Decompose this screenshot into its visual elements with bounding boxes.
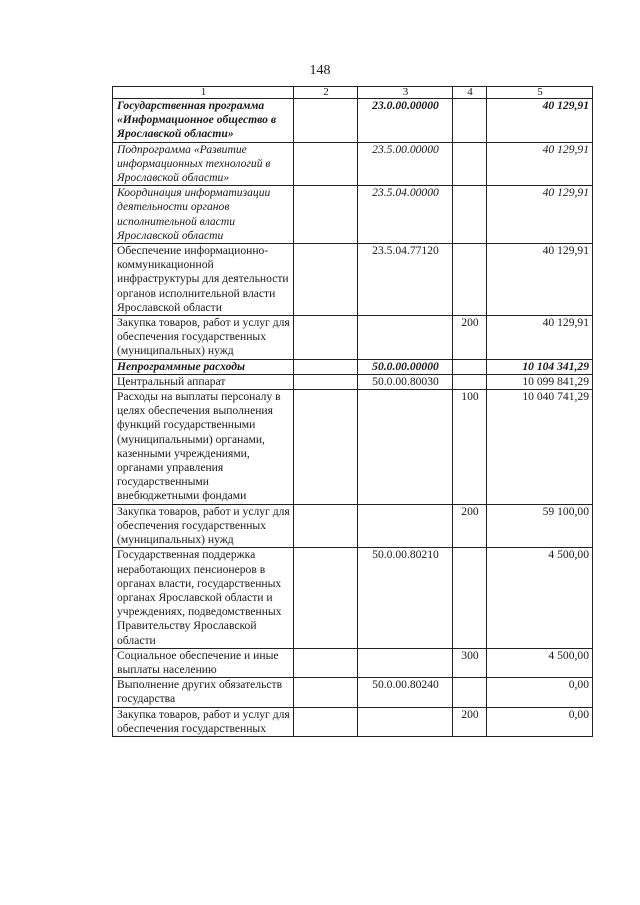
table-row <box>113 244 593 316</box>
row-amount-cell: 10 040 741,29 <box>487 390 593 505</box>
row-code-cell: 50.0.00.80210 <box>358 548 453 648</box>
row-code-cell <box>358 316 453 360</box>
header-cell-1: 1 <box>113 87 294 99</box>
header-cell-3: 3 <box>358 87 453 99</box>
table-row <box>113 548 593 648</box>
row-type-cell <box>453 374 487 389</box>
row-amount-cell: 0,00 <box>487 707 593 736</box>
row-col2-cell <box>294 707 358 736</box>
row-type-cell <box>453 99 487 143</box>
row-amount-cell: 4 500,00 <box>487 548 593 648</box>
row-code-cell <box>358 648 453 677</box>
row-code-cell: 23.5.00.00000 <box>358 142 453 186</box>
row-name-cell: Подпрограмма «Развитие информационных технологий в Ярославской области» <box>113 142 294 186</box>
row-type-cell <box>453 186 487 244</box>
row-name-cell: Выполнение других обязательств государства <box>113 678 294 707</box>
row-amount-cell: 40 129,91 <box>487 244 593 316</box>
row-amount-cell: 40 129,91 <box>487 186 593 244</box>
row-type-cell: 100 <box>453 390 487 505</box>
row-col2-cell <box>294 504 358 548</box>
row-amount-cell: 59 100,00 <box>487 504 593 548</box>
table-row <box>113 648 593 677</box>
header-cell-5: 5 <box>487 87 593 99</box>
row-name-cell: Координация информатизации деятельности органов исполнительной власти Ярославской области <box>113 186 294 244</box>
row-code-cell <box>358 504 453 548</box>
page-number: 148 <box>309 63 331 78</box>
row-name-cell: Закупка товаров, работ и услуг для обеспечения государственных (муниципальных) нужд <box>113 316 294 360</box>
header-cell-2: 2 <box>294 87 358 99</box>
row-type-cell <box>453 359 487 374</box>
row-code-cell: 23.0.00.00000 <box>358 99 453 143</box>
row-amount-cell: 40 129,91 <box>487 142 593 186</box>
table-row <box>113 186 593 244</box>
row-col2-cell <box>294 186 358 244</box>
row-type-cell <box>453 244 487 316</box>
row-name-cell: Центральный аппарат <box>113 374 294 389</box>
table-row <box>113 390 593 505</box>
table-row <box>113 99 593 143</box>
row-code-cell: 50.0.00.80240 <box>358 678 453 707</box>
row-col2-cell <box>294 548 358 648</box>
row-name-cell: Расходы на выплаты персоналу в целях обеспечения выполнения функций государственными (муниципальными) органами, казенными учреждениями, органами управления государственными внебюджетными фондами <box>113 390 294 505</box>
row-code-cell: 50.0.00.80030 <box>358 374 453 389</box>
row-code-cell <box>358 390 453 505</box>
row-code-cell: 50.0.00.00000 <box>358 359 453 374</box>
row-col2-cell <box>294 316 358 360</box>
row-col2-cell <box>294 678 358 707</box>
row-amount-cell: 40 129,91 <box>487 316 593 360</box>
header-row <box>113 87 593 99</box>
row-col2-cell <box>294 142 358 186</box>
row-name-cell: Государственная программа «Информационное общество в Ярославской области» <box>113 99 294 143</box>
row-col2-cell <box>294 390 358 505</box>
row-type-cell <box>453 142 487 186</box>
row-type-cell <box>453 548 487 648</box>
row-name-cell: Закупка товаров, работ и услуг для обеспечения государственных <box>113 707 294 736</box>
table-row <box>113 316 593 360</box>
row-type-cell: 300 <box>453 648 487 677</box>
row-code-cell: 23.5.04.77120 <box>358 244 453 316</box>
budget-table <box>112 86 593 737</box>
row-type-cell <box>453 678 487 707</box>
row-amount-cell: 10 104 341,29 <box>487 359 593 374</box>
row-code-cell: 23.5.04.00000 <box>358 186 453 244</box>
row-col2-cell <box>294 99 358 143</box>
row-name-cell: Закупка товаров, работ и услуг для обеспечения государственных (муниципальных) нужд <box>113 504 294 548</box>
table-row <box>113 504 593 548</box>
row-amount-cell: 0,00 <box>487 678 593 707</box>
row-type-cell: 200 <box>453 504 487 548</box>
table-row <box>113 142 593 186</box>
table-row <box>113 678 593 707</box>
row-type-cell: 200 <box>453 316 487 360</box>
row-name-cell: Социальное обеспечение и иные выплаты населению <box>113 648 294 677</box>
row-name-cell: Непрограммные расходы <box>113 359 294 374</box>
row-amount-cell: 10 099 841,29 <box>487 374 593 389</box>
row-name-cell: Государственная поддержка неработающих пенсионеров в органах власти, государственных органах Ярославской области и учреждениях, подведомственных Правительству Ярославской области <box>113 548 294 648</box>
table-row <box>113 374 593 389</box>
row-col2-cell <box>294 648 358 677</box>
row-amount-cell: 4 500,00 <box>487 648 593 677</box>
row-col2-cell <box>294 359 358 374</box>
table-row <box>113 707 593 736</box>
table-row <box>113 359 593 374</box>
row-col2-cell <box>294 244 358 316</box>
header-cell-4: 4 <box>453 87 487 99</box>
row-col2-cell <box>294 374 358 389</box>
row-type-cell: 200 <box>453 707 487 736</box>
row-name-cell: Обеспечение информационно-коммуникационной инфраструктуры для деятельности органов исполнительной власти Ярославской области <box>113 244 294 316</box>
row-code-cell <box>358 707 453 736</box>
row-amount-cell: 40 129,91 <box>487 99 593 143</box>
